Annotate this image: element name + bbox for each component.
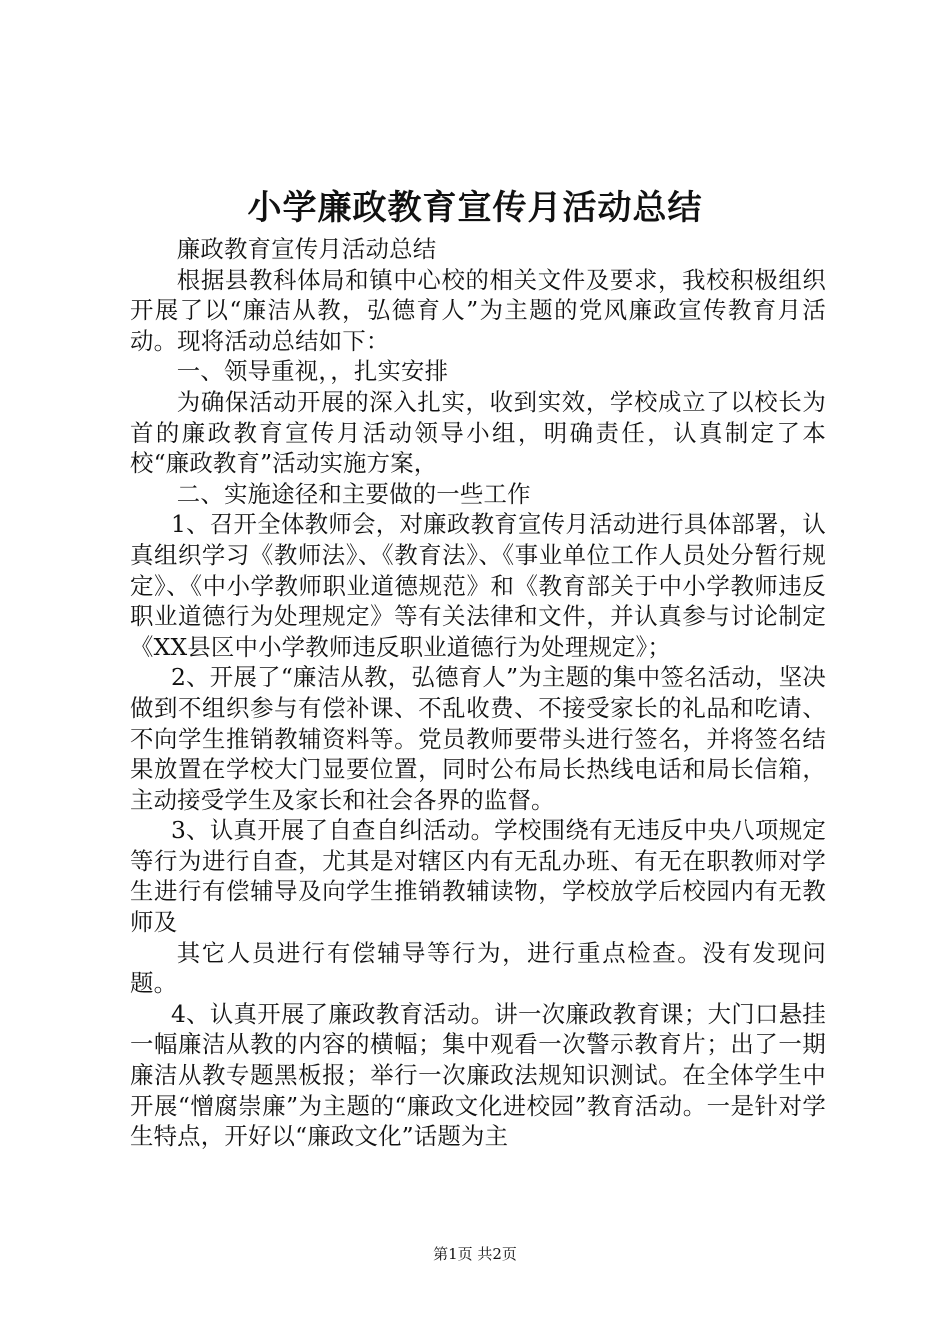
paragraph-item-3: 3、认真开展了自查自纠活动。学校围绕有无违反中央八项规定等行为进行自查，尤其是对辖区内有无乱办班、有无在职教师对学生进行有偿辅导及向学生推销教辅读物，学校放学后校园内有无教师及 (130, 816, 826, 937)
paragraph-item-1: 1、召开全体教师会，对廉政教育宣传月活动进行具体部署，认真组织学习《教师法》、《教育法》、《事业单位工作人员处分暂行规定》、《中小学教师职业道德规范》和《教育部关于中小学教师违反职业道德行为处理规定》等有关法律和文件，并认真参与讨论制定《XX县区中小学教师违反职业道德行为处理规定》； (130, 510, 826, 661)
document-title: 小学廉政教育宣传月活动总结 (247, 188, 703, 228)
heading-section-2: 二、实施途径和主要做的一些工作 (176, 479, 531, 508)
paragraph-intro: 根据县教科体局和镇中心校的相关文件及要求，我校积极组织开展了以“廉洁从教，弘德育人”为主题的党风廉政宣传教育月活动。现将活动总结如下： (130, 265, 826, 355)
paragraph-subtitle: 廉政教育宣传月活动总结 (176, 235, 437, 263)
heading-section-1: 一、领导重视，，扎实安排 (176, 357, 449, 386)
page-footer: 第1页 共2页 (433, 1245, 517, 1263)
paragraph-item-3-continued: 其它人员进行有偿辅导等行为，进行重点检查。没有发现问题。 (130, 938, 826, 998)
paragraph-section-1: 为确保活动开展的深入扎实，收到实效，学校成立了以校长为首的廉政教育宣传月活动领导小组，明确责任，认真制定了本校“廉政教育”活动实施方案， (130, 387, 826, 478)
document-body (130, 234, 826, 1152)
paragraph-item-4: 4、认真开展了廉政教育活动。讲一次廉政教育课；大门口悬挂一幅廉洁从教的内容的横幅；集中观看一次警示教育片；出了一期廉洁从教专题黑板报；举行一次廉政法规知识测试。在全体学生中开展“憎腐崇廉”为主题的“廉政文化进校园”教育活动。一是针对学生特点，开好以“廉政文化”话题为主 (130, 999, 826, 1151)
paragraph-item-2: 2、开展了“廉洁从教，弘德育人”为主题的集中签名活动，坚决做到不组织参与有偿补课、不乱收费、不接受家长的礼品和吃请、不向学生推销教辅资料等。党员教师要带头进行签名，并将签名结果放置在学校大门显要位置，同时公布局长热线电话和局长信箱，主动接受学生及家长和社会各界的监督。 (130, 663, 826, 814)
